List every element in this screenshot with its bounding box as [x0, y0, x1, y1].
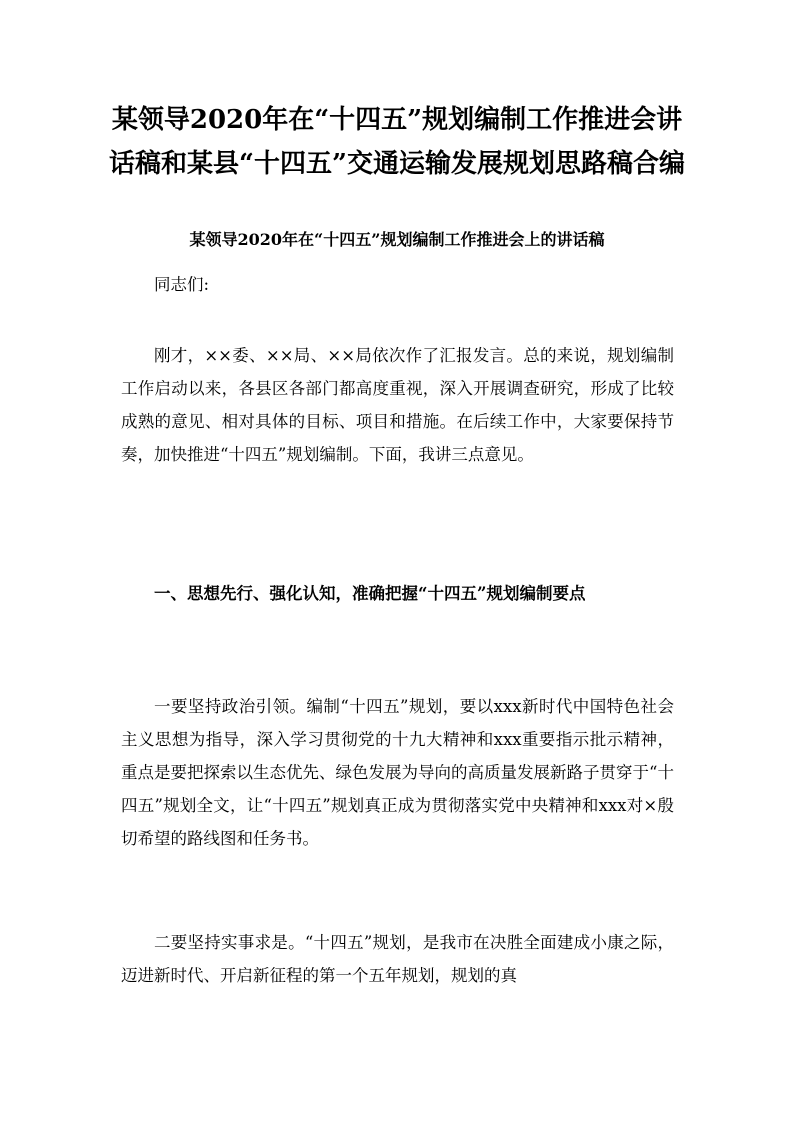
paragraph-seek-truth: 二要坚持实事求是。“十四五”规划，是我市在决胜全面建成小康之际，迈进新时代、开启新征程的第一个五年规划，规划的真 [121, 933, 674, 985]
section-heading-1: 一、思想先行、强化认知，准确把握“十四五”规划编制要点 [154, 584, 586, 603]
document-title-line-1: 某领导2020年在“十四五”规划编制工作推进会讲 [111, 105, 683, 135]
salutation: 同志们: [154, 275, 210, 294]
document-title-line-2: 话稿和某县“十四五”交通运输发展规划思路稿合编 [109, 149, 685, 179]
paragraph-political-guidance: 一要坚持政治引领。编制“十四五”规划，要以xxx新时代中国特色社会主义思想为指导，深入学习贯彻党的十九大精神和xxx重要指示批示精神，重点是要把探索以生态优先、绿色发展为导向的高质量发展新路子贯穿于“十四五”规划全文，让“十四五”规划真正成为贯彻落实党中央精神和xxx对×殷切希望的路线图和任务书。 [121, 697, 674, 848]
speech-title: 某领导2020年在“十四五”规划编制工作推进会上的讲话稿 [189, 230, 605, 249]
paragraph-intro: 刚才，××委、××局、××局依次作了汇报发言。总的来说，规划编制工作启动以来，各县区各部门都高度重视，深入开展调查研究，形成了比较成熟的意见、相对具体的目标、项目和措施。在后续工作中，大家要保持节奏，加快推进“十四五”规划编制。下面，我讲三点意见。 [121, 346, 674, 464]
document-title [100, 98, 694, 186]
